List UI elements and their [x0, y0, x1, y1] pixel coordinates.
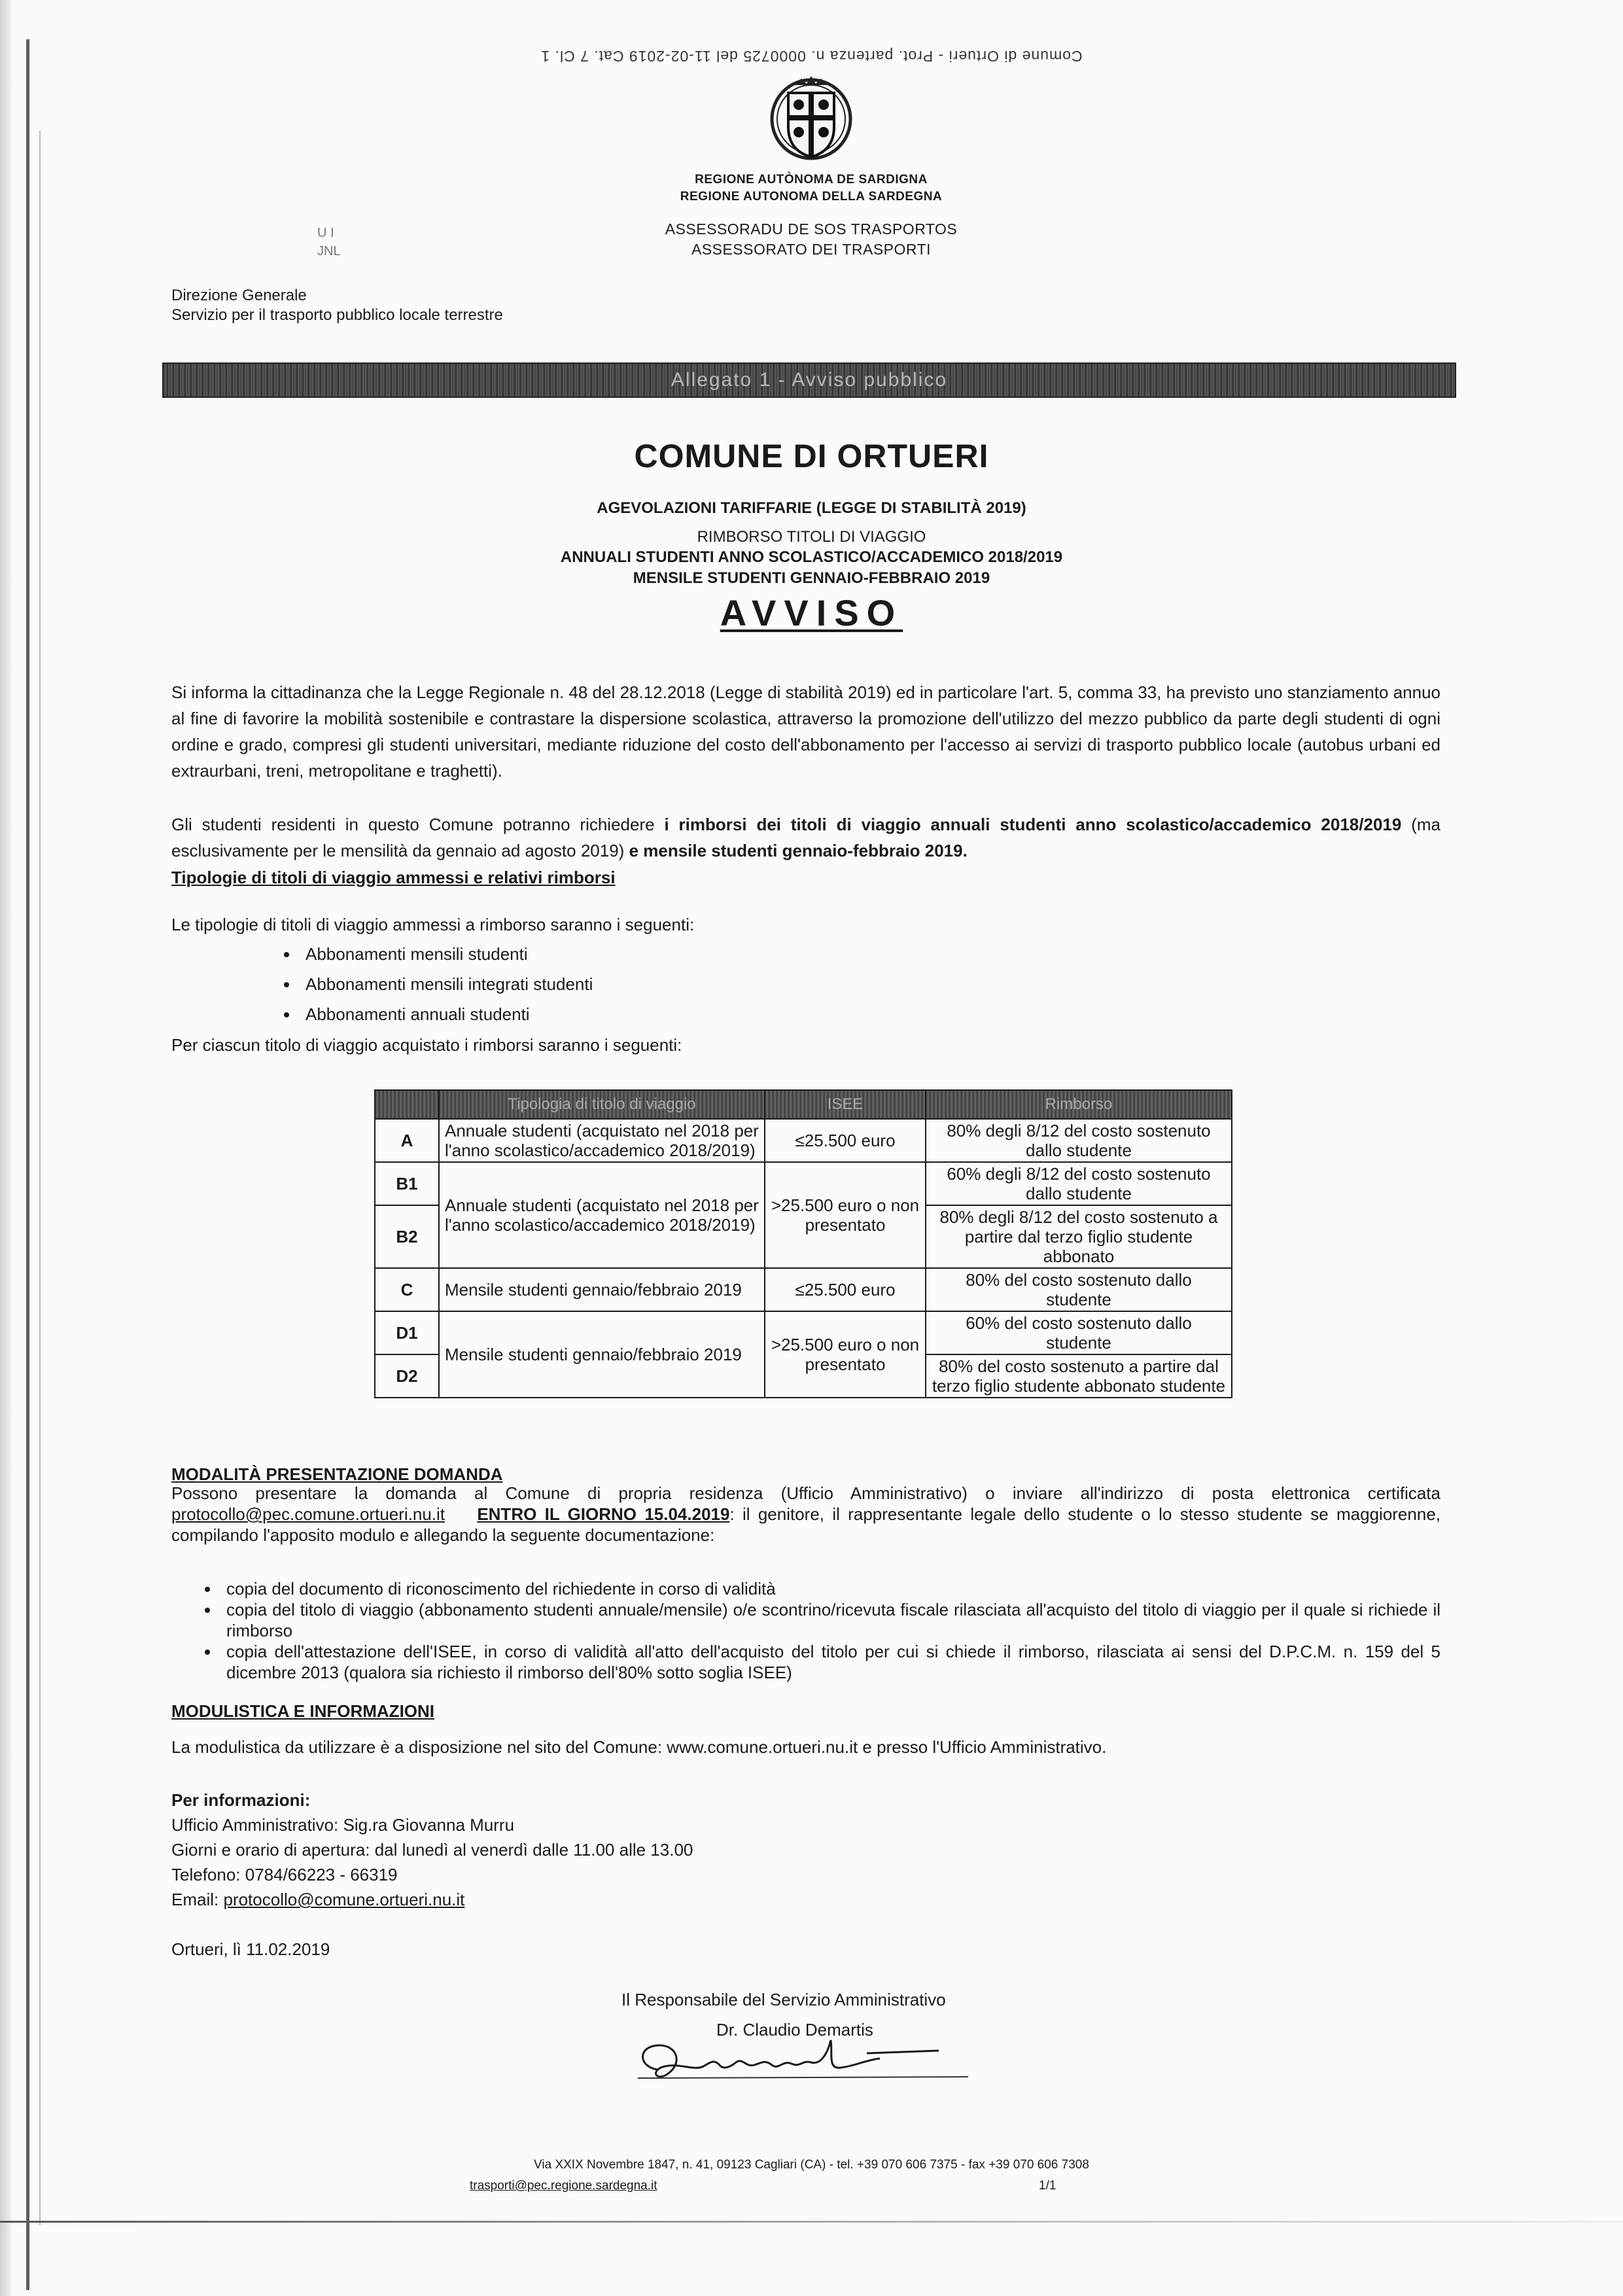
pec-email-link[interactable]: protocollo@pec.comune.ortueri.nu.it [171, 1504, 445, 1524]
modalita-text: Possono presentare la domanda al Comune di propria residenza (Ufficio Amministrativo) o inviare all'indirizzo di posta elettronica certificata [171, 1483, 1440, 1503]
row-code: A [375, 1119, 439, 1162]
tipologie-intro: Le tipologie di titoli di viaggio ammessi a rimborso saranno i seguenti: [171, 915, 695, 934]
assessorato-italian: ASSESSORATO DEI TRASPORTI [691, 241, 932, 258]
residents-bold: e mensile studenti gennaio-febbraio 2019. [629, 841, 968, 860]
table-header-row [375, 1090, 1232, 1119]
table-header-rimborso: Rimborso [926, 1090, 1232, 1119]
row-isee: ≤25.500 euro [765, 1119, 926, 1162]
servizio-trasporto: Servizio per il trasporto pubblico locale terrestre [171, 306, 503, 324]
scan-line [26, 39, 29, 2290]
rimborsi-table [374, 1089, 1232, 1398]
row-isee: >25.500 euro o non presentato [765, 1311, 926, 1398]
list-item: • Abbonamenti mensili studenti [299, 939, 1414, 969]
row-isee: >25.500 euro o non presentato [765, 1162, 926, 1268]
table-row [375, 1162, 1232, 1205]
info-email-label: Email: [171, 1890, 224, 1909]
protocol-stamp: Comune di Ortueri - Prot. partenza n. 0000725 del 11-02-2019 Cat. 7 Cl. 1 [540, 48, 1083, 65]
footer-email-link[interactable]: trasporti@pec.regione.sardegna.it [470, 2179, 657, 2193]
scan-mark: U I [317, 226, 334, 240]
table-header-isee: ISEE [765, 1090, 926, 1119]
subtitle [0, 547, 1623, 567]
info-email-row [171, 1887, 464, 1912]
footer-address: Via XXIX Novembre 1847, n. 41, 09123 Cagliari (CA) - tel. +39 070 606 7375 - fax +39 070 606 7308 [534, 2158, 1089, 2172]
assessorato-sardinian: ASSESSORADU DE SOS TRASPORTOS [665, 221, 958, 238]
row-isee: ≤25.500 euro [765, 1268, 926, 1311]
row-tipologia: Annuale studenti (acquistato nel 2018 per l'anno scolastico/accademico 2018/2019) [439, 1119, 765, 1162]
row-code: D1 [375, 1311, 439, 1354]
info-phone: Telefono: 0784/66223 - 66319 [171, 1865, 398, 1884]
rimborsi-intro: Per ciascun titolo di viaggio acquistato i rimborsi saranno i seguenti: [171, 1035, 682, 1055]
page-number: 1/1 [1039, 2179, 1056, 2193]
row-tipologia: Mensile studenti gennaio/febbraio 2019 [439, 1268, 765, 1311]
list-item: • Abbonamenti mensili integrati studenti [299, 969, 1414, 999]
row-rimborso: 60% degli 8/12 del costo sostenuto dallo studente [926, 1162, 1232, 1205]
info-email-link[interactable]: protocollo@comune.ortueri.nu.it [223, 1890, 465, 1909]
residents-text: (ma esclusivamente per le mensilità da gennaio ad agosto 2019) [171, 815, 1440, 860]
modalita-paragraph [171, 1483, 1440, 1545]
signature-name: Dr. Claudio Demartis [716, 2020, 873, 2040]
deadline: ENTRO IL GIORNO 15.04.2019 [477, 1504, 730, 1524]
subtitle [0, 568, 1623, 588]
modulistica-text: La modulistica da utilizzare è a disposizione nel sito del Comune: www.comune.ortueri.nu.it e presso l'Ufficio Amministrativo. [171, 1737, 1107, 1757]
row-rimborso: 80% degli 8/12 del costo sostenuto a partire dal terzo figlio studente abbonato [926, 1205, 1232, 1268]
row-code: D2 [375, 1354, 439, 1398]
residents-bold: i rimborsi dei titoli di viaggio annuali studenti anno scolastico/accademico 2018/2019 [664, 815, 1402, 834]
handwritten-signature [631, 2034, 971, 2093]
sardinia-coat-of-arms-icon [769, 73, 854, 164]
modalita-heading: MODALITÀ PRESENTAZIONE DOMANDA [171, 1464, 503, 1484]
info-heading: Per informazioni: [171, 1790, 311, 1810]
info-hours: Giorni e orario di apertura: dal lunedì al venerdì dalle 11.00 alle 13.00 [171, 1840, 693, 1860]
row-rimborso: 80% degli 8/12 del costo sostenuto dallo studente [926, 1119, 1232, 1162]
subtitle: RIMBORSO TITOLI DI VIAGGIO [697, 528, 926, 546]
row-code: B1 [375, 1162, 439, 1205]
subtitle [0, 498, 1623, 518]
table-header-code [375, 1090, 439, 1119]
list-item: • copia del titolo di viaggio (abbonamento studenti annuale/mensile) o/e scontrino/ricevuta fiscale rilasciata all'acquisto del titolo di viaggio per il quale si richiede il rimborso [220, 1599, 1440, 1641]
row-code: C [375, 1268, 439, 1311]
scan-mark: JNL [317, 244, 341, 258]
signature-role: Il Responsabile del Servizio Amministrativo [621, 1990, 946, 2009]
modalita-text: : il genitore, il rappresentante legale dello studente o lo stesso studente se maggiorenne, compilando l'apposito modulo e allegando la seguente documentazione: [171, 1504, 1440, 1545]
list-item: • copia del documento di riconoscimento del richiedente in corso di validità [220, 1578, 1440, 1599]
avviso-heading: AVVISO [720, 592, 903, 633]
modulistica-heading: MODULISTICA E INFORMAZIONI [171, 1701, 435, 1721]
list-item: • copia dell'attestazione dell'ISEE, in corso di validità all'atto dell'acquisto del titolo per cui si chiede il rimborso, rilasciata ai sensi del D.P.C.M. n. 159 del 5 dicembre 2013 (qualora sia richiesto il rimborso dell'80% sotto soglia ISEE) [220, 1641, 1440, 1683]
row-rimborso: 80% del costo sostenuto dallo studente [926, 1268, 1232, 1311]
subtitle-line: MENSILE STUDENTI GENNAIO-FEBBRAIO 2019 [633, 569, 990, 587]
allegato-band [162, 362, 1456, 398]
scan-bottom-line [0, 2221, 1623, 2223]
residents-text: Gli studenti residenti in questo Comune potranno richiedere [171, 815, 665, 834]
row-rimborso: 80% del costo sostenuto a partire dal terzo figlio studente abbonato studente [926, 1354, 1232, 1398]
intro-paragraph: Si informa la cittadinanza che la Legge Regionale n. 48 del 28.12.2018 (Legge di stabilità 2019) ed in particolare l'art. 5, comma 33, ha previsto uno stanziamento annuo al fine di favorire la mobilità sostenibile e contrastare la dispersione scolastica, attraverso la promozione dell'utilizzo del mezzo pubblico da parte degli studenti di ogni ordine e grado, compresi gli studenti universitari, mediante riduzione del costo dell'abbonamento per l'accesso ai servizi di trasporto pubblico locale (autobus urbani ed extraurbani, treni, metropolitane e traghetti). [171, 682, 1440, 781]
row-rimborso: 60% del costo sostenuto dallo studente [926, 1311, 1232, 1354]
date-place: Ortueri, lì 11.02.2019 [171, 1939, 330, 1959]
list-item: • Abbonamenti annuali studenti [299, 999, 1414, 1029]
residents-paragraph [171, 811, 1440, 864]
table-row [375, 1119, 1232, 1162]
row-tipologia: Annuale studenti (acquistato nel 2018 per l'anno scolastico/accademico 2018/2019) [439, 1162, 765, 1268]
page-title: COMUNE DI ORTUERI [634, 438, 989, 474]
direzione-generale: Direzione Generale [171, 287, 307, 304]
subtitle-line: ANNUALI STUDENTI ANNO SCOLASTICO/ACCADEMICO 2018/2019 [560, 548, 1063, 566]
region-name-italian: REGIONE AUTONOMA DELLA SARDEGNA [680, 190, 943, 203]
documents-list [171, 1578, 1440, 1683]
row-code: B2 [375, 1205, 439, 1268]
scan-edge [0, 0, 12, 2296]
table-row [375, 1268, 1232, 1311]
info-office: Ufficio Amministrativo: Sig.ra Giovanna Murru [171, 1815, 515, 1835]
row-tipologia: Mensile studenti gennaio/febbraio 2019 [439, 1311, 765, 1398]
tipologie-list [171, 939, 1414, 1029]
tipologie-heading: Tipologie di titoli di viaggio ammessi e relativi rimborsi [171, 868, 616, 887]
allegato-band-label: Allegato 1 - Avviso pubblico [671, 369, 948, 391]
table-row [375, 1311, 1232, 1354]
region-name-sardinian: REGIONE AUTÒNOMA DE SARDIGNA [695, 173, 928, 186]
table-header-tipologia: Tipologia di titolo di viaggio [439, 1090, 765, 1119]
subtitle-line: AGEVOLAZIONI TARIFFARIE (LEGGE DI STABILITÀ 2019) [597, 499, 1026, 517]
